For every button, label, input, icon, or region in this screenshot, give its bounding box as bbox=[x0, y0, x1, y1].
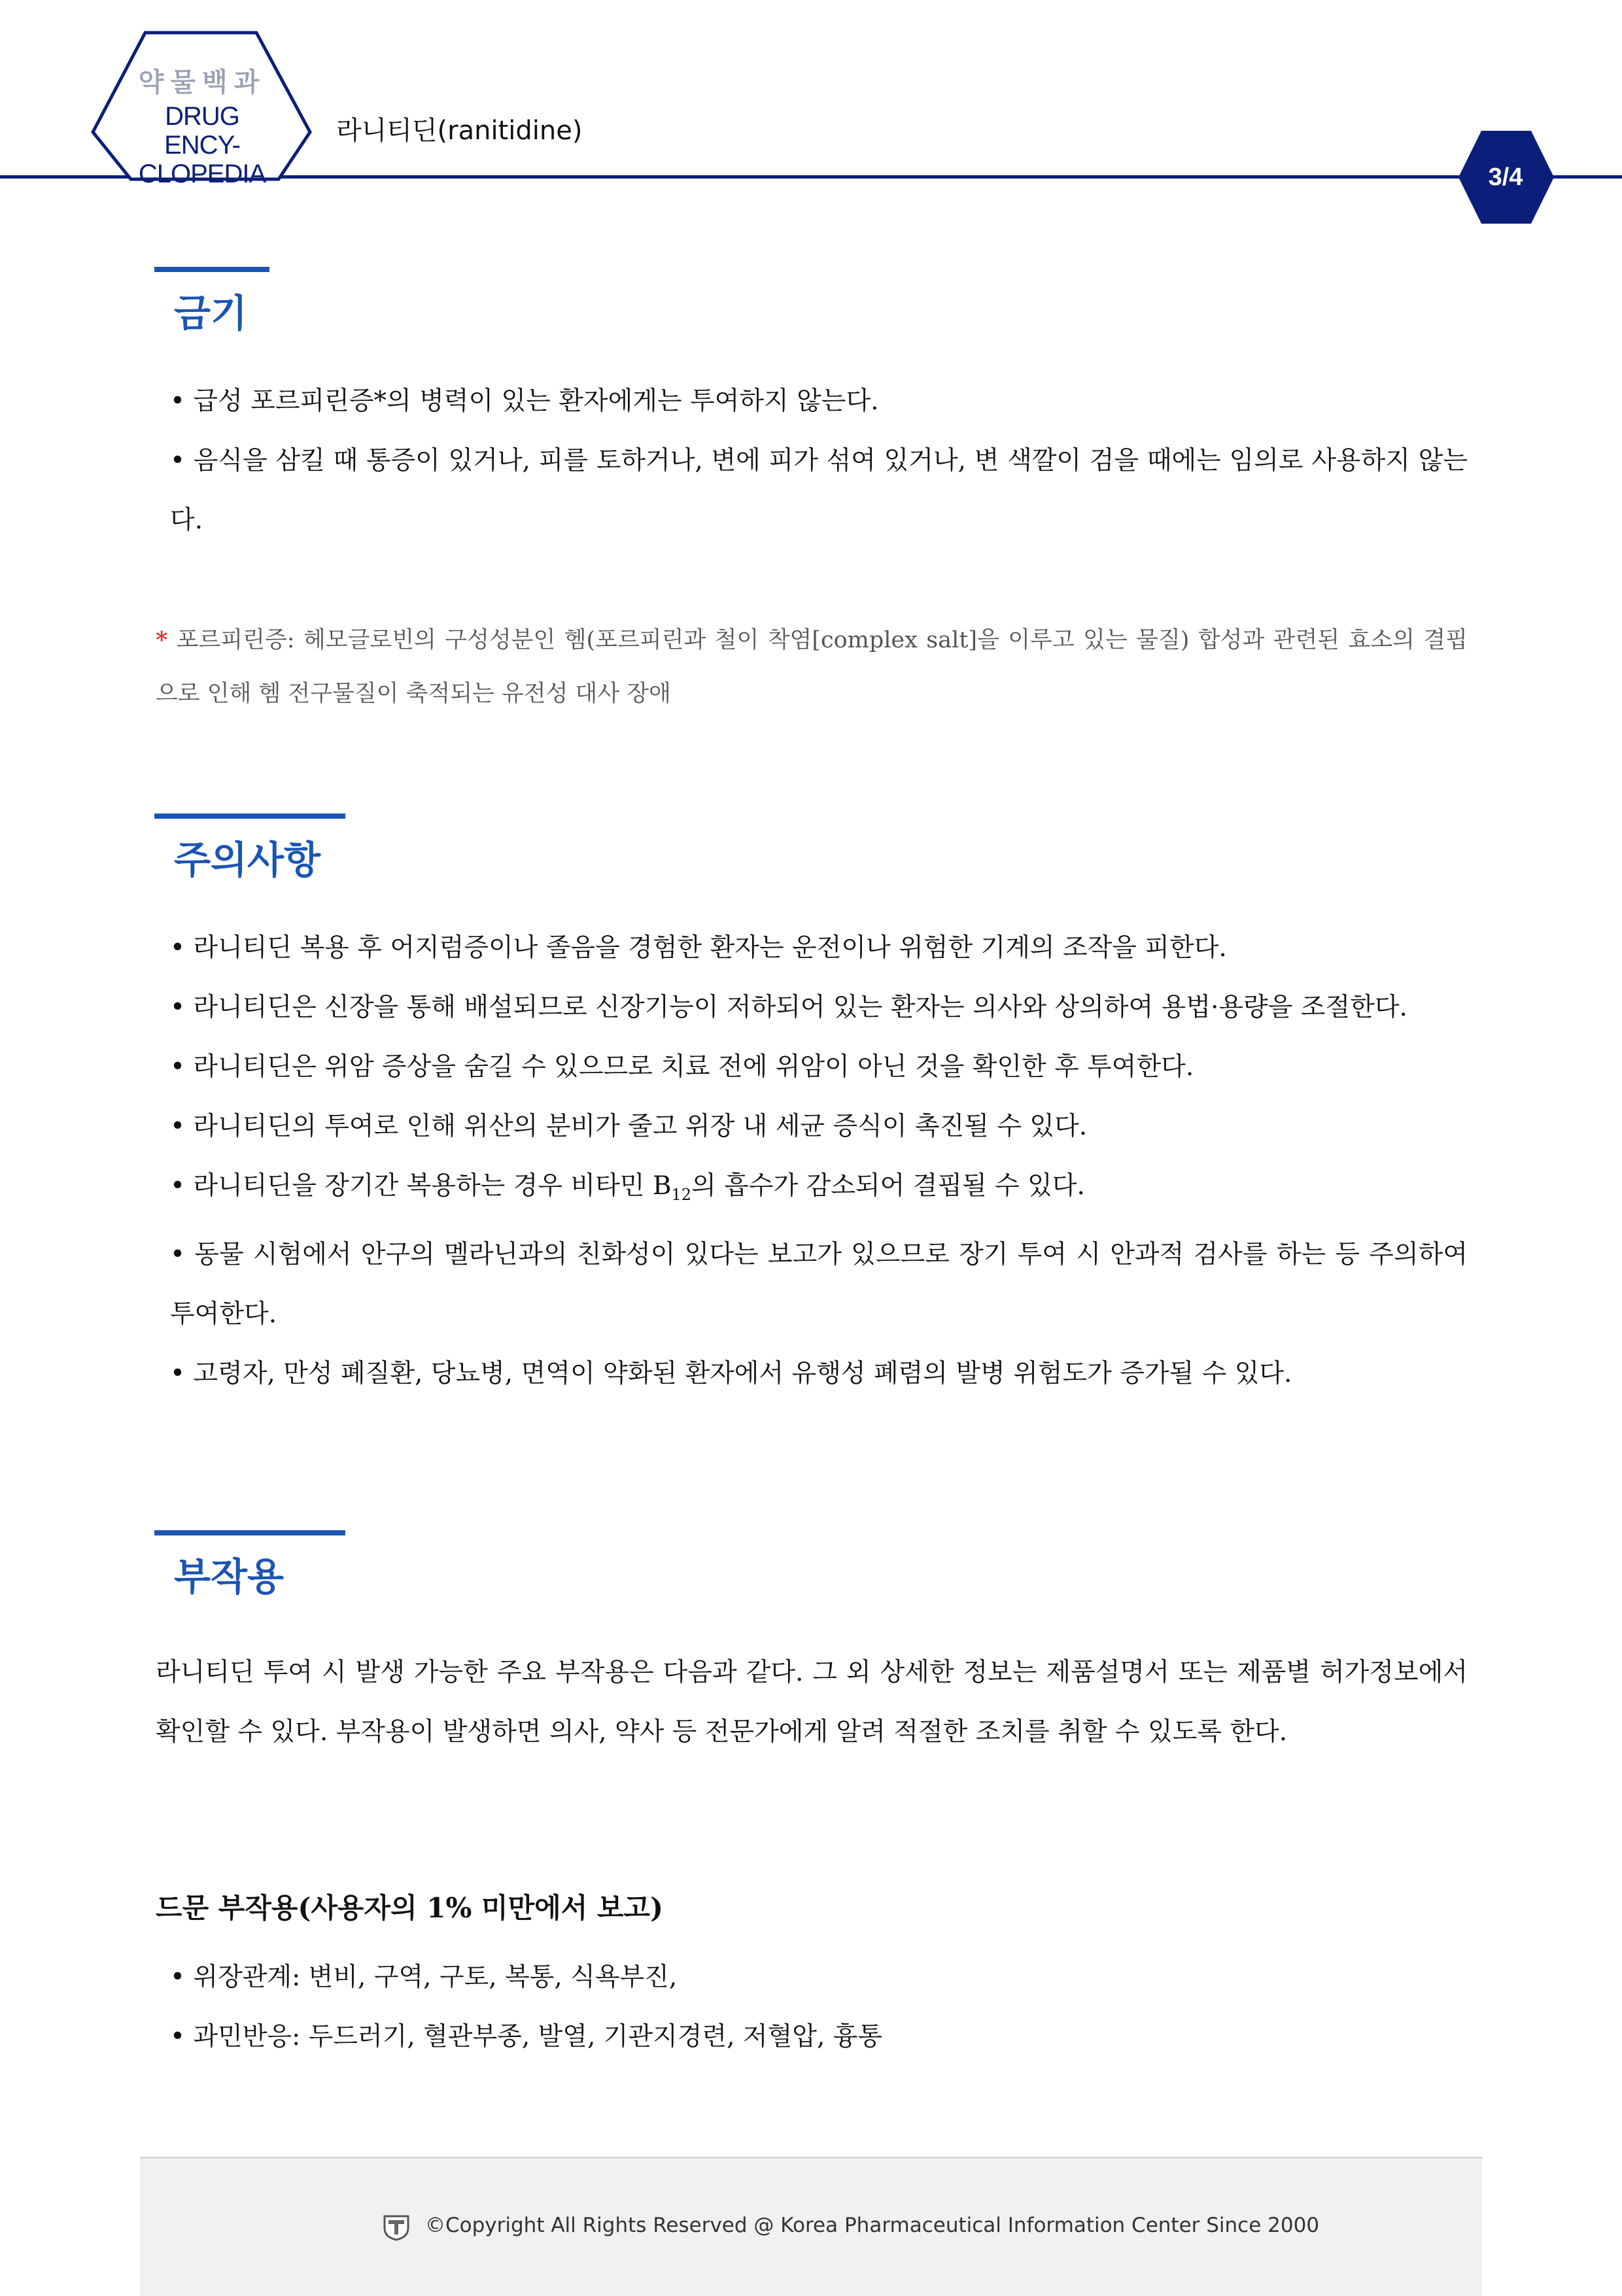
page-number: 3/4 bbox=[1488, 163, 1523, 191]
contraindications-heading-bar bbox=[154, 267, 269, 272]
copyright-text: ©Copyright All Rights Reserved @ Korea Pharmaceutical Information Center Since 2000 bbox=[425, 2214, 1320, 2237]
footnote-marker: * bbox=[156, 626, 168, 653]
precautions-list bbox=[156, 918, 1468, 1403]
side-effects-heading-bar bbox=[154, 1530, 345, 1535]
logo-english-line2: CLOPEDIA bbox=[138, 160, 266, 188]
footer bbox=[140, 2157, 1482, 2296]
list-item: • 라니티딘은 위암 증상을 숨길 수 있으므로 치료 전에 위암이 아닌 것을 확인한 후 투여한다. bbox=[156, 1037, 1468, 1097]
rare-side-effects-heading: 드문 부작용(사용자의 1% 미만에서 보고) bbox=[156, 1892, 663, 1924]
rare-side-effects-list bbox=[156, 1947, 1468, 2066]
footnote-text: 포르피린증: 헤모글로빈의 구성성분인 헴(포르피린과 철이 착염[complex salt]을 이루고 있는 물질) 합성과 관련된 효소의 결핍으로 인해 헴 전구물질이 축적되는 유전성 대사 장애 bbox=[156, 627, 1468, 707]
list-item: • 과민반응: 두드러기, 혈관부종, 발열, 기관지경련, 저혈압, 흉통 bbox=[156, 2007, 1468, 2066]
side-effects-heading: 부작용 bbox=[174, 1554, 285, 1599]
logo-korean: 약물백과 bbox=[138, 68, 266, 97]
list-item: • 급성 포르피린증*의 병력이 있는 환자에게는 투여하지 않는다. bbox=[156, 371, 1468, 431]
porphyria-footnote bbox=[156, 613, 1468, 721]
precautions-heading: 주의사항 bbox=[174, 838, 321, 882]
b12-text-after: 의 흡수가 감소되어 결핍될 수 있다. bbox=[691, 1171, 1085, 1201]
list-item: • 위장관계: 변비, 구역, 구토, 복통, 식욕부진, bbox=[156, 1947, 1468, 2007]
list-item: • 라니티딘은 신장을 통해 배설되므로 신장기능이 저하되어 있는 환자는 의사와 상의하여 용법·용량을 조절한다. bbox=[156, 978, 1468, 1037]
logo bbox=[128, 69, 276, 188]
side-effects-intro bbox=[156, 1643, 1468, 1762]
contraindications-list bbox=[156, 371, 1468, 550]
logo-english-line1: DRUG ENCY- bbox=[164, 102, 240, 160]
kpic-emblem-icon bbox=[382, 2212, 411, 2241]
list-item: • 동물 시험에서 안구의 멜라닌과의 친화성이 있다는 보고가 있으므로 장기 투여 시 안과적 검사를 하는 등 주의하여 투여한다. bbox=[156, 1225, 1468, 1344]
document-title: 라니티딘(ranitidine) bbox=[336, 116, 583, 146]
list-item-b12 bbox=[156, 1156, 1468, 1225]
side-effects-intro-text: 라니티딘 투여 시 발생 가능한 주요 부작용은 다음과 같다. 그 외 상세한 정보는 제품설명서 또는 제품별 허가정보에서 확인할 수 있다. 부작용이 발생하면 의사, 약사 등 전문가에게 알려 적절한 조치를 취할 수 있도록 한다. bbox=[156, 1658, 1468, 1747]
b12-subscript: 12 bbox=[671, 1185, 692, 1204]
precautions-heading-bar bbox=[154, 814, 345, 819]
list-item: • 라니티딘 복용 후 어지럼증이나 졸음을 경험한 환자는 운전이나 위험한 기계의 조작을 피한다. bbox=[156, 918, 1468, 978]
list-item: • 라니티딘의 투여로 인해 위산의 분비가 줄고 위장 내 세균 증식이 촉진될 수 있다. bbox=[156, 1097, 1468, 1156]
contraindications-heading: 금기 bbox=[174, 291, 248, 335]
list-item: • 고령자, 만성 폐질환, 당뇨병, 면역이 약화된 환자에서 유행성 폐렴의 발병 위험도가 증가될 수 있다. bbox=[156, 1344, 1468, 1403]
b12-text-before: 라니티딘을 장기간 복용하는 경우 비타민 B bbox=[193, 1171, 672, 1201]
list-item: • 음식을 삼킬 때 통증이 있거나, 피를 토하거나, 변에 피가 섞여 있거나, 변 색깔이 검을 때에는 임의로 사용하지 않는다. bbox=[156, 431, 1468, 550]
